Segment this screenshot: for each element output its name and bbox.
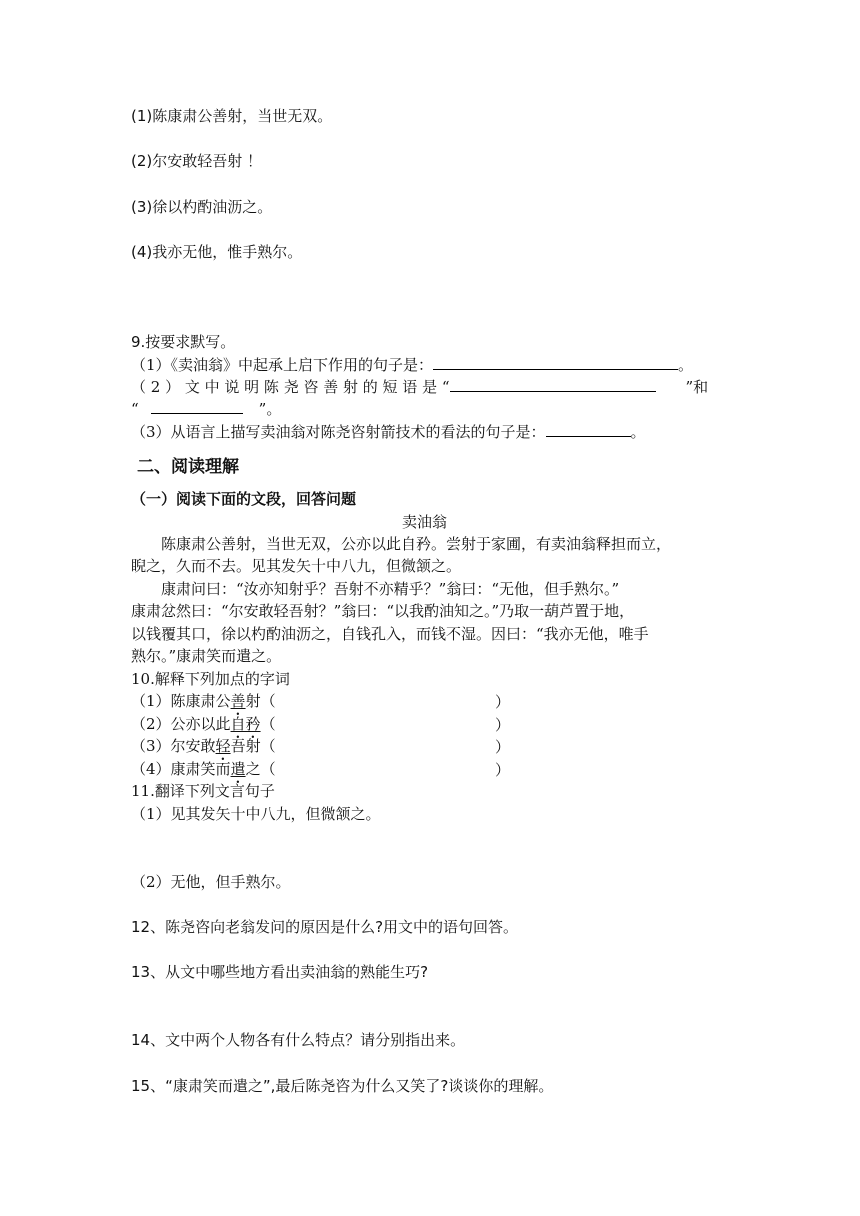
q9-item-1-suffix: 。 — [678, 356, 694, 374]
q9-title: 9.按要求默写。 — [131, 333, 236, 351]
q10-item-text: （2）公亦以此 — [131, 715, 231, 733]
question-12: 12、陈尧咨向老翁发问的原因是什么?用文中的语句回答。 — [131, 918, 519, 936]
close-paren: ） — [495, 738, 511, 756]
q10-item-text: 之（ — [245, 760, 276, 778]
q8-item-3: (3)徐以杓酌油沥之。 — [131, 198, 273, 216]
q8-item-4: (4)我亦无他，惟手熟尔。 — [131, 243, 303, 261]
q9-item-1 — [131, 354, 693, 375]
question-14: 14、文中两个人物各有什么特点？请分别指出来。 — [131, 1031, 466, 1049]
q9-item-3 — [131, 421, 646, 442]
q8-item-2: (2)尔安敢轻吾射 ！ — [131, 152, 263, 170]
q10-item-text: （1）陈康肃公 — [131, 692, 231, 710]
passage-line: 以钱覆其口，徐以杓酌油沥之，自钱孔入，而钱不湿。因曰：“我亦无他，唯手 — [131, 625, 649, 643]
answer-blank[interactable] — [546, 421, 631, 437]
close-paren: ） — [495, 693, 511, 711]
q10-item-text: （3）尔安敢 — [131, 737, 216, 755]
close-paren: ） — [495, 716, 511, 734]
answer-blank[interactable] — [151, 398, 243, 414]
marked-word: 自矜 — [230, 715, 261, 733]
marked-word: 善 — [230, 692, 246, 710]
q10-item-text: （ — [260, 715, 276, 733]
q9-item-2-text: （ 2 ） 文 中 说 明 陈 尧 咨 善 射 的 短 语 是 “ — [131, 378, 450, 396]
q11-item-1: （1）见其发矢十中八九，但微颔之。 — [131, 805, 381, 823]
q10-item-text: 吾射（ — [230, 737, 276, 755]
passage-line: 熟尔。”康肃笑而遣之。 — [131, 647, 282, 665]
q11-title: 11.翻译下列文言句子 — [131, 782, 275, 800]
q9-item-2 — [131, 376, 708, 397]
q9-item-3-suffix: 。 — [630, 423, 646, 441]
marked-word: 轻 — [215, 737, 231, 755]
question-15: 15、“康肃笑而遣之”,最后陈尧咨为什么又笑了?谈谈你的理解。 — [131, 1077, 554, 1095]
section-title: 二、阅读理解 — [137, 457, 239, 477]
answer-blank[interactable] — [450, 376, 656, 392]
passage-title: 卖油翁 — [402, 513, 448, 531]
q9-item-2-mid: ”和 — [685, 378, 709, 396]
q8-item-1: (1)陈康肃公善射，当世无双。 — [131, 107, 333, 125]
q9-item-3-text: （3）从语言上描写卖油翁对陈尧咨射箭技术的看法的句子是： — [131, 423, 546, 441]
question-13: 13、从文中哪些地方看出卖油翁的熟能生巧? — [131, 963, 429, 981]
passage-line: 康肃忿然曰：“尔安敢轻吾射？”翁曰：“以我酌油知之。”乃取一葫芦置于地， — [131, 602, 635, 620]
section-subtitle: （一）阅读下面的文段，回答问题 — [131, 490, 357, 508]
q9-item-2-open: “ — [131, 400, 139, 418]
passage-line: 康肃问曰：“汝亦知射乎？吾射不亦精乎？”翁曰：“无他，但手熟尔。” — [161, 580, 620, 598]
q9-item-2-cont — [131, 398, 281, 419]
q9-item-1-text: （1）《卖油翁》中起承上启下作用的句子是： — [131, 356, 434, 374]
q9-item-2-end: ”。 — [258, 400, 282, 418]
q10-item-text: （4）康肃笑而 — [131, 760, 231, 778]
passage-line: 睨之，久而不去。见其发矢十中八九，但微颔之。 — [131, 557, 462, 575]
close-paren: ） — [495, 761, 511, 779]
marked-word: 遣 — [230, 760, 246, 778]
answer-blank[interactable] — [433, 354, 678, 370]
q11-item-2: （2）无他，但手熟尔。 — [131, 873, 291, 891]
passage-line: 陈康肃公善射，当世无双，公亦以此自矜。尝射于家圃，有卖油翁释担而立， — [161, 535, 672, 553]
q10-title: 10.解释下列加点的字词 — [131, 670, 290, 688]
q10-item-text: 射（ — [245, 692, 276, 710]
